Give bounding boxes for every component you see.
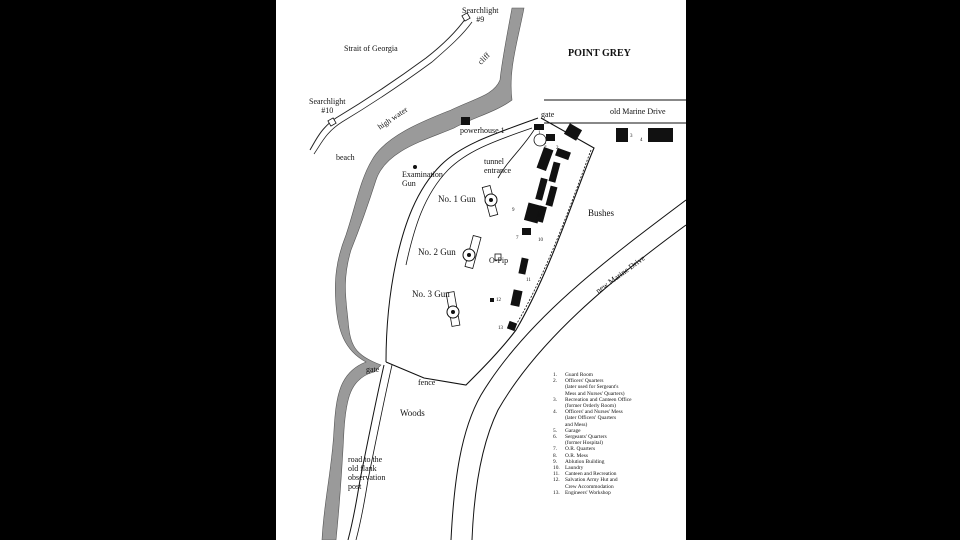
building-number: 11 — [526, 278, 531, 283]
gun-1-emplacement — [482, 185, 497, 216]
label-tunnel-entrance: tunnel entrance — [484, 157, 512, 175]
building-number: 7 — [516, 236, 519, 241]
building-number: 2 — [556, 146, 559, 151]
map-title: POINT GREY — [568, 48, 631, 59]
map-legend — [553, 372, 683, 496]
label-strait: Strait of Georgia — [344, 44, 398, 53]
building-number: 12 — [496, 298, 501, 303]
label-fence: fence — [418, 378, 436, 387]
building — [535, 178, 547, 201]
building — [507, 321, 517, 331]
building-number: 9 — [512, 208, 515, 213]
building — [549, 162, 561, 183]
legend-row — [553, 477, 683, 489]
label-gate-bottom: gate — [366, 365, 380, 374]
building — [522, 228, 531, 235]
label-no3-gun: No. 3 Gun — [412, 289, 450, 299]
building-number: 4 — [640, 138, 643, 143]
building-number: 3 — [630, 134, 633, 139]
label-old-marine-drive: old Marine Drive — [610, 107, 666, 116]
legend-text: Recreation and Canteen Office (former Orderly Room) — [565, 396, 632, 410]
legend-number: 13. — [553, 489, 560, 496]
legend-row — [553, 490, 683, 496]
legend-text: Laundry — [565, 465, 584, 472]
building-number: 6 — [546, 158, 549, 163]
label-no2-gun: No. 2 Gun — [418, 247, 456, 257]
label-woods: Woods — [400, 408, 425, 418]
legend-number: 2. — [553, 378, 558, 385]
label-powerhouse: powerhouse 1 — [460, 126, 505, 135]
label-opip: O-Pip — [489, 256, 509, 265]
legend-text: Garage — [565, 427, 581, 434]
road-to-post-b — [356, 365, 392, 540]
map-paper — [276, 0, 686, 540]
legend-number: 8. — [553, 452, 558, 459]
legend-number: 5. — [553, 427, 558, 434]
legend-number: 4. — [553, 409, 558, 416]
building — [510, 289, 522, 307]
legend-text: Engineers' Workshop — [565, 489, 611, 496]
label-bushes: Bushes — [588, 208, 615, 218]
legend-text: Officers' Quarters (later used for Sergeant's Mess and Nurses' Quarters) — [565, 378, 625, 397]
building — [616, 128, 628, 142]
label-searchlight-9: Searchlight #9 — [462, 6, 499, 24]
legend-text: Ablution Building — [565, 458, 605, 465]
label-no1-gun: No. 1 Gun — [438, 194, 476, 204]
legend-number: 1. — [553, 372, 558, 378]
legend-number: 7. — [553, 446, 558, 453]
building-number: 5 — [544, 144, 547, 149]
legend-text: O.R. Quarters — [565, 446, 596, 453]
building-number: 10 — [538, 238, 543, 243]
building — [648, 128, 673, 142]
building — [461, 117, 470, 125]
label-searchlight-10: Searchlight #10 — [309, 97, 346, 115]
building — [490, 298, 494, 302]
building-number: 8 — [538, 214, 541, 219]
examination-gun-mark — [413, 165, 417, 169]
road-to-post — [348, 365, 384, 540]
label-beach: beach — [336, 153, 355, 162]
legend-number: 12. — [553, 477, 560, 484]
gun-2-emplacement — [463, 236, 481, 269]
building — [546, 134, 555, 141]
legend-number: 10. — [553, 465, 560, 472]
legend-text: O.R. Mess — [565, 452, 588, 459]
label-cliff: cliff — [476, 50, 492, 67]
legend-number: 11. — [553, 471, 560, 478]
legend-row — [553, 397, 683, 409]
building — [564, 123, 582, 140]
legend-text: Canteen and Recreation — [565, 471, 617, 478]
beach-line-inner — [314, 22, 472, 154]
building-number: 1 — [538, 131, 541, 136]
building — [546, 186, 558, 207]
legend-row — [553, 409, 683, 428]
legend-text: Guard Room — [565, 372, 593, 378]
legend-row — [553, 378, 683, 397]
label-examination-gun: Examination Gun — [402, 170, 443, 188]
label-high-water: high water — [376, 104, 410, 132]
legend-number: 6. — [553, 434, 558, 441]
legend-number: 3. — [553, 396, 558, 403]
label-road-to-post: road to the old flank observation post — [348, 455, 386, 491]
legend-text: Sergeants' Quarters (former Hospital) — [565, 434, 607, 447]
building-number: 13 — [498, 326, 503, 331]
label-new-marine-drive: new Marine Drive — [594, 253, 647, 296]
legend-number: 9. — [553, 458, 558, 465]
label-gate-top: gate — [541, 110, 555, 119]
legend-text: Officers' and Nurses' Mess (later Officers' Quarters and Mess) — [565, 409, 623, 428]
building — [518, 258, 528, 275]
legend-row — [553, 434, 683, 446]
legend-text: Salvation Army Hut and Crew Accommodation — [565, 477, 618, 490]
